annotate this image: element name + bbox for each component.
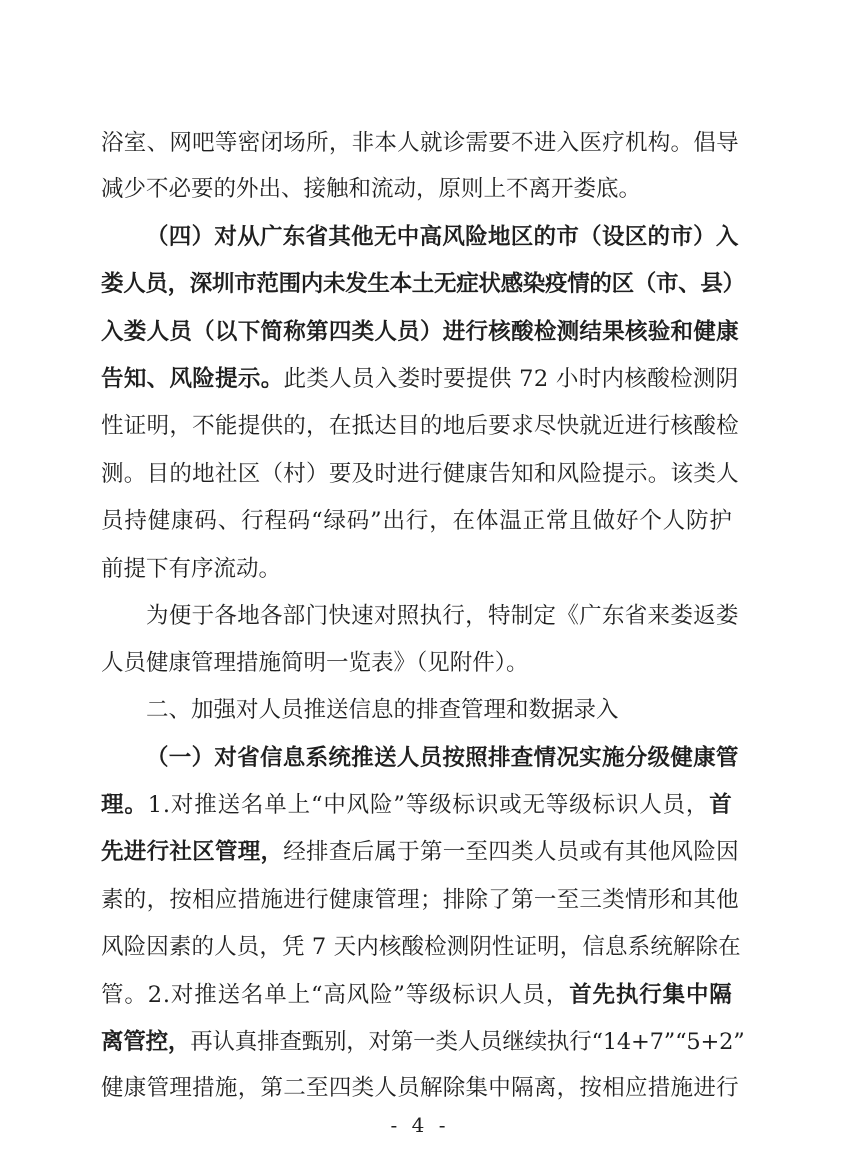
text-run: 健康管理措施，第二至四类人员解除集中隔离，按相应措施进行 — [101, 1075, 739, 1101]
paragraph-3-line-1 — [146, 601, 739, 631]
bold-run: 先进行社区管理， — [101, 839, 284, 865]
text-run: 1.对推送名单上“中风险”等级标识或无等级标识人员， — [147, 792, 710, 818]
text-run: 为便于各地各部门快速对照执行，特制定《广东省来娄返娄 — [146, 603, 739, 629]
paragraph-5-line-2 — [101, 790, 733, 820]
paragraph-2-line-4 — [101, 364, 738, 394]
text-run: 性证明，不能提供的，在抵达目的地后要求尽快就近进行核酸检 — [101, 413, 739, 439]
text-run: 管。2.对推送名单上“高风险”等级标识人员， — [101, 982, 570, 1008]
paragraph-5-line-5 — [101, 932, 741, 962]
paragraph-5-line-3 — [101, 837, 739, 867]
paragraph-2-line-6 — [101, 459, 739, 489]
bold-heading-run: （四）对从广东省其他无中高风险地区的市（设区的市）入 — [146, 224, 739, 250]
bold-heading-run: 娄人员，深圳市范围内未发生本土无症状感染疫情的区（市、县） — [101, 271, 745, 297]
paragraph-2-line-2 — [101, 269, 745, 299]
paragraph-2-line-1 — [146, 222, 739, 252]
bold-run: 离管控， — [101, 1029, 191, 1055]
paragraph-2-line-8 — [101, 554, 281, 584]
bold-run: 首 — [709, 792, 733, 818]
text-run: 再认真排查甄别，对第一类人员继续执行“14+7”“5+2” — [190, 1029, 745, 1055]
text-run: 测。目的地社区（村）要及时进行健康告知和风险提示。该类人 — [101, 461, 739, 487]
text-run: 此类人员入娄时要提供 72 小时内核酸检测阴 — [283, 366, 739, 392]
paragraph-2-line-7 — [101, 506, 733, 536]
paragraph-5-line-7 — [101, 1027, 745, 1057]
bold-heading-run: 告知、风险提示。 — [101, 366, 284, 392]
paragraph-5-line-4 — [101, 885, 739, 915]
bold-heading-run: 入娄人员（以下简称第四类人员）进行核酸检测结果核验和健康 — [101, 319, 739, 345]
paragraph-1-line-2 — [101, 174, 641, 204]
section-heading-2 — [146, 695, 619, 725]
bold-run: 首先执行集中隔 — [569, 982, 733, 1008]
text-run: 减少不必要的外出、接触和流动，原则上不离开娄底。 — [101, 176, 642, 202]
paragraph-2-line-5 — [101, 411, 739, 441]
text-run: 员持健康码、行程码“绿码”出行，在体温正常且做好个人防护 — [101, 508, 733, 534]
paragraph-2-line-3 — [101, 317, 739, 347]
text-run: 二、加强对人员推送信息的排查管理和数据录入 — [146, 697, 619, 723]
paragraph-5-line-8 — [101, 1073, 739, 1103]
bold-heading-run: （一）对省信息系统推送人员按照排查情况实施分级健康管 — [146, 745, 739, 771]
text-run: 经排查后属于第一至四类人员或有其他风险因 — [283, 839, 739, 865]
page-number: - 4 - — [390, 1113, 450, 1137]
text-run: 人员健康管理措施简明一览表》（见附件）。 — [101, 650, 529, 676]
paragraph-1-line-1 — [101, 128, 739, 158]
paragraph-5-line-6 — [101, 980, 733, 1010]
text-run: 前提下有序流动。 — [101, 556, 282, 582]
text-run: 素的，按相应措施进行健康管理；排除了第一至三类情形和其他 — [101, 887, 739, 913]
text-run: 浴室、网吧等密闭场所，非本人就诊需要不进入医疗机构。倡导 — [101, 130, 739, 156]
text-run: 风险因素的人员，凭 7 天内核酸检测阴性证明，信息系统解除在 — [101, 934, 741, 960]
paragraph-5-line-1 — [146, 743, 739, 773]
bold-run: 理。 — [101, 792, 148, 818]
paragraph-3-line-2 — [101, 648, 529, 678]
